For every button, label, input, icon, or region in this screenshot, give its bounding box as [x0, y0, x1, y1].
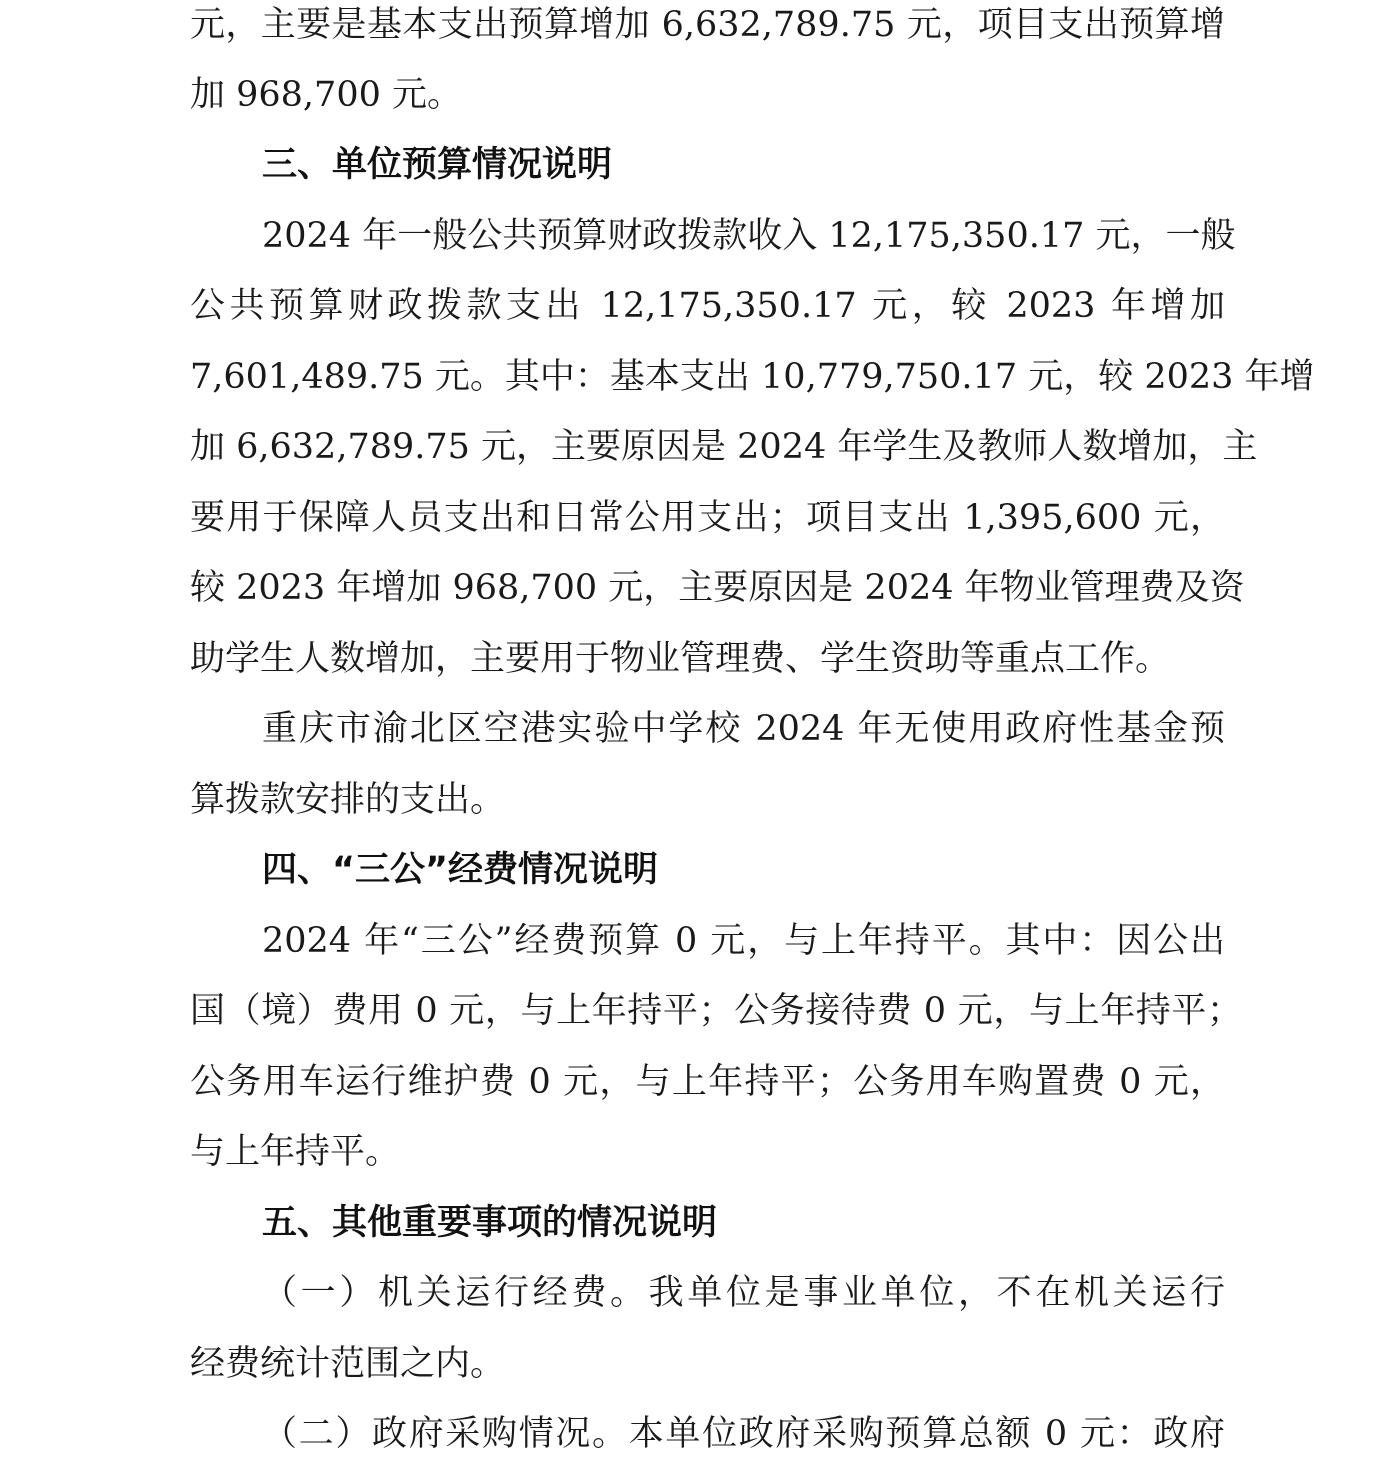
section-4-heading: 四、“三公”经费情况说明 — [262, 850, 659, 890]
paragraph-line: 重庆市渝北区空港实验中学校 2024 年无使用政府性基金预 — [262, 709, 1225, 749]
paragraph-line: 元，主要是基本支出预算增加 6,632,789.75 元，项目支出预算增 — [190, 5, 1225, 45]
paragraph-line: 算拨款安排的支出。 — [190, 780, 506, 820]
paragraph-line: 公共预算财政拨款支出 12,175,350.17 元，较 2023 年增加 — [190, 286, 1225, 326]
paragraph-line: 与上年持平。 — [190, 1132, 401, 1172]
section-5-heading: 五、其他重要事项的情况说明 — [262, 1203, 718, 1243]
paragraph-line: （一）机关运行经费。我单位是事业单位，不在机关运行 — [262, 1273, 1225, 1313]
paragraph-line: 经费统计范围之内。 — [190, 1344, 506, 1384]
paragraph-line: 要用于保障人员支出和日常公用支出；项目支出 1,395,600 元， — [190, 498, 1225, 538]
paragraph-line: 2024 年一般公共预算财政拨款收入 12,175,350.17 元，一般 — [262, 216, 1236, 256]
paragraph-line: 7,601,489.75 元。其中：基本支出 10,779,750.17 元，较 2023 年增 — [190, 357, 1315, 397]
paragraph-line: 公务用车运行维护费 0 元，与上年持平；公务用车购置费 0 元， — [190, 1062, 1225, 1102]
paragraph-line: 加 6,632,789.75 元，主要原因是 2024 年学生及教师人数增加，主 — [190, 427, 1258, 467]
paragraph-line: 加 968,700 元。 — [190, 75, 462, 115]
paragraph-line: （二）政府采购情况。本单位政府采购预算总额 0 元：政府 — [262, 1414, 1225, 1454]
paragraph-line: 助学生人数增加，主要用于物业管理费、学生资助等重点工作。 — [190, 639, 1171, 679]
paragraph-line: 2024 年“三公”经费预算 0 元，与上年持平。其中：因公出 — [262, 921, 1225, 961]
section-3-heading: 三、单位预算情况说明 — [262, 145, 613, 185]
paragraph-line: 国（境）费用 0 元，与上年持平；公务接待费 0 元，与上年持平； — [190, 991, 1242, 1031]
paragraph-line: 较 2023 年增加 968,700 元，主要原因是 2024 年物业管理费及资 — [190, 568, 1245, 608]
